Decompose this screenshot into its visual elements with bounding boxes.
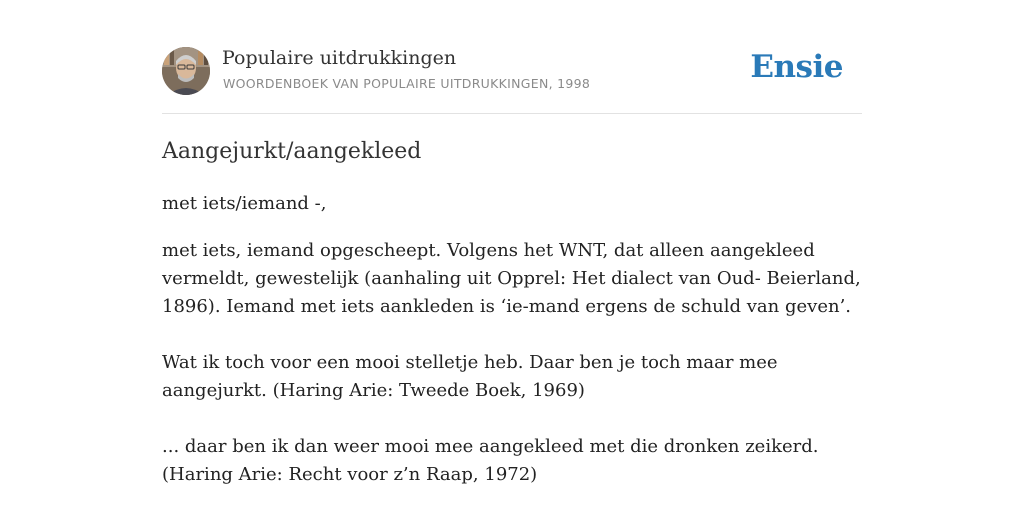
source-subtitle: WOORDENBOEK VAN POPULAIRE UITDRUKKINGEN, 1998 xyxy=(223,76,591,91)
brand-logo[interactable]: Ensie xyxy=(750,49,843,85)
author-portrait-icon xyxy=(162,47,210,95)
entry-paragraph-1: met iets/iemand -, xyxy=(162,193,327,214)
entry-paragraph-3: Wat ik toch voor een mooi stelletje heb. Daar ben je toch maar mee aangejurkt. (Haring Arie: Tweede Boek, 1969) xyxy=(162,352,778,401)
entry-paragraph-4: ... daar ben ik dan weer mooi mee aangekleed met die dronken zeikerd. (Haring Arie: Recht voor z’n Raap, 1972) xyxy=(162,436,819,485)
entry-paragraph-2: met iets, iemand opgescheept. Volgens het WNT, dat alleen aangekleed vermeldt, gewestelijk (aanhaling uit Opprel: Het dialect van Oud- Beierland, 1896). Iemand met iets aankleden is ‘ie-mand ergens de schuld van geven’. xyxy=(162,240,861,317)
source-header xyxy=(162,46,862,114)
source-title[interactable]: Populaire uitdrukkingen xyxy=(222,47,457,69)
entry-title: Aangejurkt/aangekleed xyxy=(162,139,422,164)
avatar[interactable] xyxy=(162,47,210,95)
entry-card xyxy=(162,46,862,485)
